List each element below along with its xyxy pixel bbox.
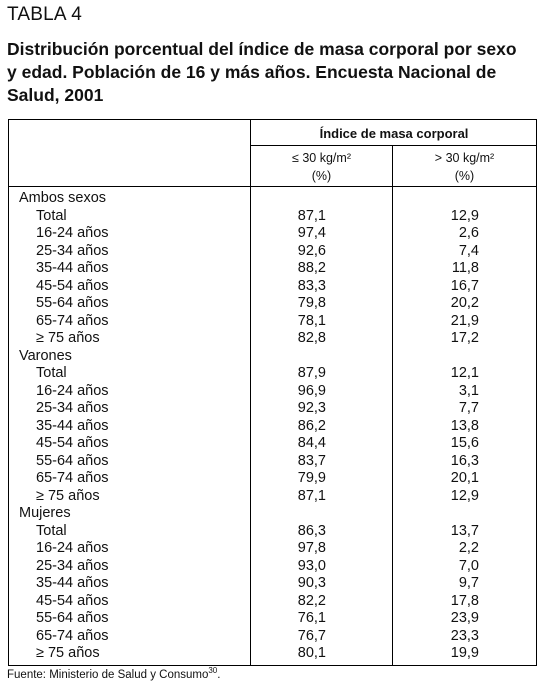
value-le30: 90,3 (297, 575, 326, 591)
value-gt30: 12,9 (450, 207, 479, 224)
value-le30: 80,1 (297, 645, 326, 661)
value-le30: 92,6 (297, 242, 326, 259)
value-gt30: 11,8 (451, 260, 479, 276)
value-gt30: 7,0 (458, 557, 479, 574)
header-rule (250, 145, 536, 146)
table-row (9, 435, 536, 453)
row-label: 65-74 años (36, 627, 109, 644)
value-gt30: 16,3 (450, 452, 479, 469)
value-le30: 86,2 (297, 417, 326, 434)
value-le30: 83,3 (297, 277, 326, 294)
row-label: ≥ 75 años (36, 487, 100, 504)
source-note (7, 666, 221, 681)
value-le30: 96,9 (297, 382, 326, 399)
value-gt30: 23,9 (450, 610, 479, 626)
table-row (9, 243, 536, 261)
value-le30: 76,7 (297, 627, 326, 644)
row-label: 25-34 años (36, 400, 109, 416)
value-le30: 82,2 (297, 592, 326, 609)
source-end: . (217, 669, 221, 681)
table-row (9, 295, 536, 313)
value-le30: 86,3 (297, 522, 326, 539)
table-row (9, 330, 536, 348)
value-gt30: 16,7 (450, 277, 479, 294)
row-label: 25-34 años (36, 557, 109, 574)
header-rule (9, 186, 536, 187)
value-le30: 87,1 (297, 487, 326, 504)
row-label: 45-54 años (36, 592, 109, 609)
table-row (9, 645, 536, 663)
group-row (9, 190, 536, 208)
row-label: 35-44 años (36, 575, 109, 591)
row-label: Total (36, 522, 67, 539)
value-le30: 84,4 (297, 435, 326, 451)
table-row (9, 540, 536, 558)
table-label: TABLA 4 (7, 4, 82, 25)
table-row (9, 488, 536, 506)
table-row (9, 558, 536, 576)
value-gt30: 15,6 (450, 435, 479, 451)
value-gt30: 23,3 (450, 627, 479, 644)
value-gt30: 7,7 (458, 400, 479, 416)
table-row (9, 470, 536, 488)
row-label: 35-44 años (36, 417, 109, 434)
data-table (8, 119, 537, 666)
row-label: Total (36, 207, 67, 224)
group-row (9, 348, 536, 366)
value-gt30: 19,9 (450, 645, 479, 661)
col1-header-unit: (%) (311, 169, 332, 183)
value-le30: 83,7 (297, 452, 326, 469)
value-le30: 93,0 (297, 557, 326, 574)
value-le30: 92,3 (297, 400, 326, 416)
value-gt30: 2,2 (458, 540, 479, 556)
row-label: 16-24 años (36, 225, 109, 241)
table-row (9, 610, 536, 628)
value-gt30: 12,1 (450, 365, 479, 381)
row-label: ≥ 75 años (36, 645, 100, 661)
value-gt30: 21,9 (450, 312, 479, 329)
value-gt30: 20,2 (450, 295, 479, 311)
row-label: 55-64 años (36, 295, 109, 311)
col2-header (393, 149, 536, 185)
table-row (9, 628, 536, 646)
table-row (9, 575, 536, 593)
row-label: ≥ 75 años (36, 330, 100, 346)
source-text: Fuente: Ministerio de Salud y Consumo (7, 669, 209, 681)
row-label: 65-74 años (36, 312, 109, 329)
table-row (9, 523, 536, 541)
value-le30: 97,8 (297, 540, 326, 556)
value-le30: 87,1 (297, 207, 326, 224)
col2-header-unit: (%) (454, 169, 475, 183)
row-label: 55-64 años (36, 452, 109, 469)
table-row (9, 418, 536, 436)
table-row (9, 313, 536, 331)
value-gt30: 7,4 (458, 242, 479, 259)
value-le30: 97,4 (297, 225, 326, 241)
value-gt30: 13,8 (450, 417, 479, 434)
row-label: 45-54 años (36, 277, 109, 294)
table-row (9, 278, 536, 296)
table-row (9, 453, 536, 471)
table-row (9, 225, 536, 243)
row-label: 55-64 años (36, 610, 109, 626)
value-gt30: 17,8 (450, 592, 479, 609)
row-label: 35-44 años (36, 260, 109, 276)
table-row (9, 208, 536, 226)
table-row (9, 593, 536, 611)
col2-header-label: > 30 kg/m² (434, 151, 495, 165)
table-row (9, 260, 536, 278)
value-le30: 79,8 (297, 295, 326, 311)
row-label: 16-24 años (36, 540, 109, 556)
value-le30: 82,8 (297, 330, 326, 346)
table-title: Distribución porcentual del índice de masa corporal por sexo y edad. Población de 16 y más años. Encuesta Nacional de Salud, 2001 (7, 39, 517, 105)
value-le30: 76,1 (297, 610, 326, 626)
col1-header (251, 149, 392, 185)
row-label: Mujeres (19, 505, 71, 521)
value-gt30: 20,1 (450, 470, 479, 486)
table-row (9, 383, 536, 401)
value-le30: 87,9 (297, 365, 326, 381)
group-header: Índice de masa corporal (319, 126, 469, 141)
row-label: Varones (19, 347, 72, 364)
row-label: Total (36, 365, 67, 381)
row-label: 25-34 años (36, 242, 109, 259)
source-reference: 30 (208, 666, 218, 676)
value-le30: 79,9 (297, 470, 326, 486)
table-row (9, 400, 536, 418)
value-gt30: 12,9 (450, 487, 479, 504)
row-label: Ambos sexos (19, 190, 107, 206)
table-row (9, 365, 536, 383)
value-le30: 88,2 (297, 260, 326, 276)
group-row (9, 505, 536, 523)
value-gt30: 3,1 (458, 382, 479, 399)
row-label: 65-74 años (36, 470, 109, 486)
value-le30: 78,1 (297, 312, 326, 329)
value-gt30: 13,7 (450, 522, 479, 539)
value-gt30: 17,2 (450, 330, 479, 346)
row-label: 16-24 años (36, 382, 109, 399)
value-gt30: 2,6 (458, 225, 479, 241)
col1-header-label: ≤ 30 kg/m² (292, 151, 351, 165)
value-gt30: 9,7 (458, 575, 479, 591)
row-label: 45-54 años (36, 435, 109, 451)
